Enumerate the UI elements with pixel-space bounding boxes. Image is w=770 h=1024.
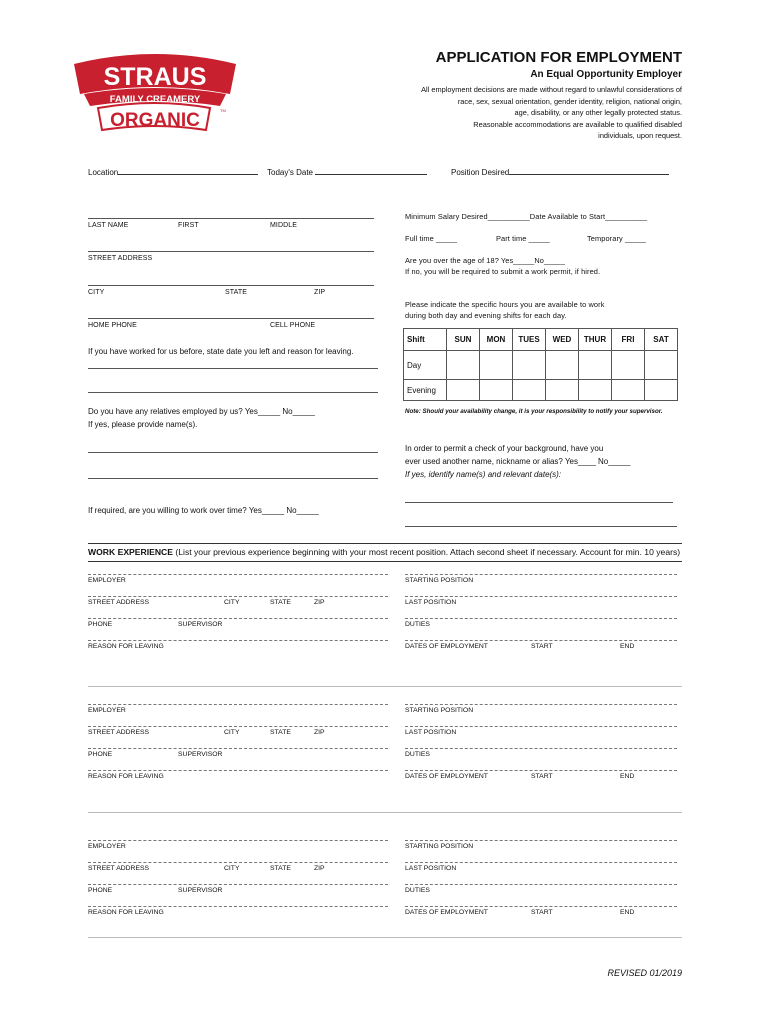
work-experience-heading [88, 547, 682, 557]
availability-cell[interactable] [612, 380, 645, 401]
relatives-line-2[interactable] [88, 478, 378, 479]
availability-cell[interactable] [579, 380, 612, 401]
phone-input-line[interactable] [88, 318, 374, 319]
section-rule-bottom [88, 561, 682, 562]
city-input-line[interactable] [88, 285, 374, 286]
job-input-line[interactable] [405, 862, 677, 863]
availability-cell[interactable] [513, 351, 546, 380]
reason-for-leaving-label: REASON FOR LEAVING [88, 773, 164, 780]
end-date-label: END [620, 643, 635, 650]
job-divider [88, 686, 682, 687]
overtime-question: If required, are you willing to work over time? Yes_____ No_____ [88, 506, 319, 515]
first-name-label: FIRST [178, 222, 199, 229]
starting-position-label: STARTING POSITION [405, 707, 474, 714]
availability-cell[interactable] [645, 380, 678, 401]
evening-row-label: Evening [404, 380, 447, 401]
phone-label: PHONE [88, 621, 113, 628]
job-input-line[interactable] [88, 618, 388, 619]
relatives-names-prompt: If yes, please provide name(s). [88, 420, 198, 429]
revised-date: REVISED 01/2019 [607, 968, 682, 978]
form-title: APPLICATION FOR EMPLOYMENT [435, 49, 682, 66]
availability-cell[interactable] [480, 380, 513, 401]
section-rule-top [88, 543, 682, 544]
zip-label: ZIP [314, 289, 326, 296]
availability-cell[interactable] [546, 351, 579, 380]
dates-of-employment-label: DATES OF EMPLOYMENT [405, 773, 488, 780]
employer-label: EMPLOYER [88, 843, 126, 850]
city-label: CITY [224, 865, 240, 872]
background-question-3: If yes, identify name(s) and relevant date(s): [405, 470, 562, 479]
job-input-line[interactable] [405, 618, 677, 619]
job-input-line[interactable] [88, 770, 388, 771]
reason-for-leaving-label: REASON FOR LEAVING [88, 643, 164, 650]
zip-label: ZIP [314, 865, 325, 872]
cell-phone-label: CELL PHONE [270, 322, 316, 329]
street-address-label: STREET ADDRESS [88, 255, 153, 262]
start-date-label: START [531, 909, 553, 916]
phone-label: PHONE [88, 887, 113, 894]
worked-before-line-2[interactable] [88, 392, 378, 393]
last-position-label: LAST POSITION [405, 729, 457, 736]
availability-cell[interactable] [546, 380, 579, 401]
job-input-line[interactable] [405, 840, 677, 841]
todays-date-label: Today's Date [267, 168, 313, 177]
middle-name-label: MIDDLE [270, 222, 298, 229]
street-input-line[interactable] [88, 251, 374, 252]
job-input-line[interactable] [405, 726, 677, 727]
availability-cell[interactable] [579, 351, 612, 380]
dates-of-employment-label: DATES OF EMPLOYMENT [405, 643, 488, 650]
eeo-line: All employment decisions are made without regard to unlawful considerations of [421, 85, 682, 94]
employer-label: EMPLOYER [88, 577, 126, 584]
end-date-label: END [620, 773, 635, 780]
wed-header: WED [546, 329, 579, 351]
availability-cell[interactable] [447, 351, 480, 380]
job-input-line[interactable] [88, 840, 388, 841]
job-divider [88, 812, 682, 813]
last-position-label: LAST POSITION [405, 865, 457, 872]
background-question-2[interactable]: ever used another name, nickname or alias? Yes____ No_____ [405, 457, 631, 466]
fri-header: FRI [612, 329, 645, 351]
state-label: STATE [270, 729, 291, 736]
mon-header: MON [480, 329, 513, 351]
availability-cell[interactable] [612, 351, 645, 380]
part-time-field[interactable]: Part time _____ [496, 234, 550, 243]
shift-header: Shift [404, 329, 447, 351]
job-input-line[interactable] [88, 574, 388, 575]
sun-header: SUN [447, 329, 480, 351]
name-input-line[interactable] [88, 218, 374, 219]
alias-line-1[interactable] [405, 502, 673, 503]
end-date-label: END [620, 909, 635, 916]
employer-label: EMPLOYER [88, 707, 126, 714]
city-label: CITY [224, 729, 240, 736]
hours-instruction-2: during both day and evening shifts for each day. [405, 311, 567, 320]
relatives-question: Do you have any relatives employed by us? Yes_____ No_____ [88, 407, 315, 416]
starting-position-label: STARTING POSITION [405, 577, 474, 584]
min-salary-field[interactable]: Minimum Salary Desired__________Date Available to Start__________ [405, 212, 648, 221]
dates-of-employment-label: DATES OF EMPLOYMENT [405, 909, 488, 916]
position-desired-label: Position Desired [451, 168, 510, 177]
zip-label: ZIP [314, 729, 325, 736]
location-field[interactable] [88, 168, 258, 177]
job-input-line[interactable] [405, 574, 677, 575]
worked-before-line-1[interactable] [88, 368, 378, 369]
reason-for-leaving-label: REASON FOR LEAVING [88, 909, 164, 916]
age-note: If no, you will be required to submit a work permit, if hired. [405, 267, 601, 276]
job-input-line[interactable] [88, 906, 388, 907]
job-input-line[interactable] [88, 884, 388, 885]
job-input-line[interactable] [405, 596, 677, 597]
alias-line-2[interactable] [405, 526, 677, 527]
logo-word-organic: ORGANIC [110, 110, 200, 131]
eeo-statement [380, 84, 682, 142]
phone-label: PHONE [88, 751, 113, 758]
last-position-label: LAST POSITION [405, 599, 457, 606]
job-input-line[interactable] [405, 884, 677, 885]
background-question-1: In order to permit a check of your background, have you [405, 444, 604, 453]
availability-table [403, 328, 678, 401]
availability-cell[interactable] [513, 380, 546, 401]
availability-cell[interactable] [645, 351, 678, 380]
logo-word-family-creamery: FAMILY CREAMERY [109, 94, 201, 105]
state-label: STATE [270, 599, 291, 606]
worked-before-question: If you have worked for us before, state date you left and reason for leaving. [88, 347, 354, 356]
city-label: CITY [224, 599, 240, 606]
duties-label: DUTIES [405, 751, 430, 758]
job-input-line[interactable] [88, 862, 388, 863]
supervisor-label: SUPERVISOR [178, 751, 223, 758]
temporary-field[interactable]: Temporary _____ [587, 234, 647, 243]
job-input-line[interactable] [405, 748, 677, 749]
supervisor-label: SUPERVISOR [178, 621, 223, 628]
job-input-line[interactable] [88, 748, 388, 749]
sat-header: SAT [645, 329, 678, 351]
full-time-field[interactable]: Full time _____ [405, 234, 458, 243]
zip-label: ZIP [314, 599, 325, 606]
job-input-line[interactable] [405, 640, 677, 641]
duties-label: DUTIES [405, 887, 430, 894]
form-subtitle: An Equal Opportunity Employer [530, 69, 682, 80]
eeo-line: Reasonable accommodations are available to qualified disabled [473, 119, 682, 129]
starting-position-label: STARTING POSITION [405, 843, 474, 850]
availability-cell[interactable] [447, 380, 480, 401]
eeo-line: individuals, upon request. [598, 131, 682, 141]
supervisor-label: SUPERVISOR [178, 887, 223, 894]
job-input-line[interactable] [88, 596, 388, 597]
location-label: Location [88, 168, 119, 177]
relatives-line-1[interactable] [88, 452, 378, 453]
work-experience-instruction: (List your previous experience beginning with your most recent position. Attach second sheet if necessary. Account for min. 10 years) [173, 547, 681, 557]
tues-header: TUES [513, 329, 546, 351]
home-phone-label: HOME PHONE [88, 322, 137, 329]
duties-label: DUTIES [405, 621, 430, 628]
logo-tm: TM [220, 108, 226, 113]
day-row-label: Day [404, 351, 447, 380]
logo-word-straus: STRAUS [103, 63, 207, 91]
job-input-line[interactable] [88, 726, 388, 727]
eeo-line: race, sex, sexual orientation, gender identity, religion, national origin, [457, 96, 682, 106]
job-input-line[interactable] [88, 640, 388, 641]
state-label: STATE [270, 865, 291, 872]
job-divider [88, 937, 682, 938]
age-question[interactable]: Are you over the age of 18? Yes_____No_____ [405, 256, 566, 265]
todays-date-field[interactable] [267, 168, 427, 177]
position-desired-field[interactable] [451, 168, 669, 177]
street-address-label: STREET ADDRESS [88, 599, 150, 606]
thur-header: THUR [579, 329, 612, 351]
eeo-line: age, disability, or any other legally protected status. [514, 108, 682, 118]
start-date-label: START [531, 643, 553, 650]
last-name-label: LAST NAME [88, 222, 129, 229]
straus-logo [70, 50, 240, 134]
city-label: CITY [88, 289, 105, 296]
hours-instruction-1: Please indicate the specific hours you are available to work [405, 300, 605, 309]
job-input-line[interactable] [405, 704, 677, 705]
job-input-line[interactable] [405, 770, 677, 771]
start-date-label: START [531, 773, 553, 780]
state-label: STATE [225, 289, 248, 296]
job-input-line[interactable] [88, 704, 388, 705]
availability-note: Note: Should your availability change, it is your responsibility to notify your supervisor. [405, 408, 663, 415]
availability-cell[interactable] [480, 351, 513, 380]
work-experience-title: WORK EXPERIENCE [88, 547, 173, 557]
street-address-label: STREET ADDRESS [88, 729, 150, 736]
street-address-label: STREET ADDRESS [88, 865, 150, 872]
job-input-line[interactable] [405, 906, 677, 907]
